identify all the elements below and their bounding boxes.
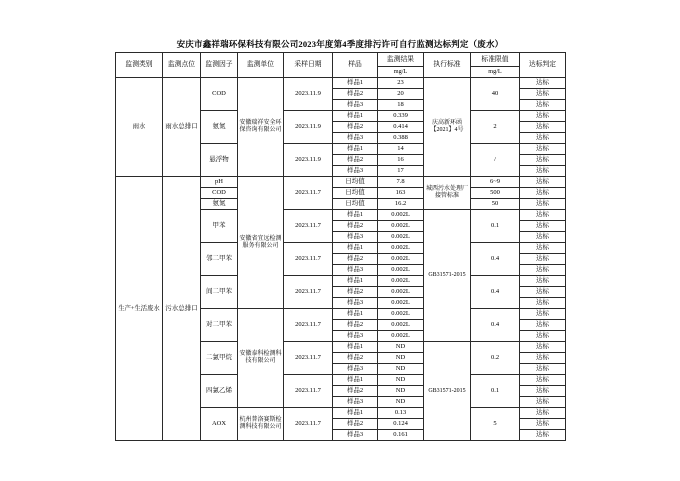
limit-cell: 50 [471,199,520,210]
result-cell: 0.161 [378,430,424,441]
factor-cell: 氨氮 [201,111,238,144]
factor-cell: 甲苯 [201,210,238,243]
table-row [116,78,566,89]
result-cell: 0.002L [378,232,424,243]
agency-cell: 安徽瑞祥安全环保咨询有限公司 [238,78,284,177]
category-cell: 生产+生活废水 [116,177,163,441]
result-cell: 0.414 [378,122,424,133]
result-cell: ND [378,386,424,397]
result-cell: 0.002L [378,331,424,342]
verdict-cell: 达标 [520,243,566,254]
col-header-result-unit: mg/L [378,67,424,78]
verdict-cell: 达标 [520,177,566,188]
date-cell: 2023.11.9 [284,78,333,111]
date-cell: 2023.11.7 [284,309,333,342]
verdict-cell: 达标 [520,320,566,331]
verdict-cell: 达标 [520,298,566,309]
col-header-outlet: 监测点位 [163,53,201,78]
sample-cell: 样品3 [333,430,378,441]
sample-cell: 日均值 [333,199,378,210]
result-cell: ND [378,397,424,408]
verdict-cell: 达标 [520,419,566,430]
verdict-cell: 达标 [520,254,566,265]
verdict-cell: 达标 [520,287,566,298]
col-header-standard: 执行标准 [424,53,471,78]
limit-cell: 2 [471,111,520,144]
verdict-cell: 达标 [520,166,566,177]
result-cell: 0.002L [378,221,424,232]
limit-cell: 0.2 [471,342,520,375]
verdict-cell: 达标 [520,331,566,342]
verdict-cell: 达标 [520,375,566,386]
factor-cell: COD [201,188,238,199]
factor-cell: 对二甲苯 [201,309,238,342]
sample-cell: 样品2 [333,221,378,232]
outlet-cell: 雨水总排口 [163,78,201,177]
result-cell: 0.002L [378,210,424,221]
limit-cell: 5 [471,408,520,441]
result-cell: 7.8 [378,177,424,188]
sample-cell: 样品1 [333,309,378,320]
verdict-cell: 达标 [520,221,566,232]
sample-cell: 样品3 [333,133,378,144]
result-cell: ND [378,353,424,364]
verdict-cell: 达标 [520,199,566,210]
sample-cell: 样品1 [333,408,378,419]
document-title: 安庆市鑫祥瑞环保科技有限公司2023年度第4季度排污许可自行监测达标判定（废水） [176,39,504,49]
sample-cell: 样品1 [333,78,378,89]
limit-cell: 0.4 [471,276,520,309]
sample-cell: 样品3 [333,166,378,177]
col-header-sample: 样品 [333,53,378,78]
result-cell: 0.002L [378,287,424,298]
col-header-factor: 监测因子 [201,53,238,78]
factor-cell: 四氯乙烯 [201,375,238,408]
result-cell: 0.13 [378,408,424,419]
sample-cell: 样品1 [333,375,378,386]
col-header-limit-unit: mg/L [471,67,520,78]
sample-cell: 样品3 [333,298,378,309]
result-cell: ND [378,342,424,353]
result-cell: 20 [378,89,424,100]
verdict-cell: 达标 [520,265,566,276]
col-header-category: 监测类别 [116,53,163,78]
verdict-cell: 达标 [520,144,566,155]
result-cell: 0.339 [378,111,424,122]
verdict-cell: 达标 [520,276,566,287]
factor-cell: COD [201,78,238,111]
col-header-limit: 标准限值 [471,53,520,67]
result-cell: ND [378,364,424,375]
standard-cell: GB31571-2015 [424,342,471,441]
standard-cell: 庆高新环函【2021】4号 [424,78,471,177]
factor-cell: 邻二甲苯 [201,243,238,276]
date-cell: 2023.11.7 [284,375,333,408]
col-header-date: 采样日期 [284,53,333,78]
col-header-agency: 监测单位 [238,53,284,78]
col-header-verdict: 达标判定 [520,53,566,78]
factor-cell: 二氯甲烷 [201,342,238,375]
date-cell: 2023.11.7 [284,276,333,309]
result-cell: 0.388 [378,133,424,144]
factor-cell: 氨氮 [201,199,238,210]
verdict-cell: 达标 [520,122,566,133]
sample-cell: 日均值 [333,177,378,188]
result-cell: 163 [378,188,424,199]
limit-cell: 6~9 [471,177,520,188]
sample-cell: 样品2 [333,287,378,298]
agency-cell: 杭州普洛赛斯检测科技有限公司 [238,408,284,441]
table-body [116,78,566,441]
date-cell: 2023.11.9 [284,111,333,144]
result-cell: 0.002L [378,309,424,320]
limit-cell: / [471,144,520,177]
agency-cell: 安徽省宜远检测服务有限公司 [238,177,284,309]
outlet-cell: 污水总排口 [163,177,201,441]
verdict-cell: 达标 [520,78,566,89]
standard-cell: 城西污水处理厂接管标准 [424,177,471,210]
sample-cell: 样品1 [333,243,378,254]
limit-cell: 0.4 [471,243,520,276]
result-cell: 0.002L [378,320,424,331]
factor-cell: AOX [201,408,238,441]
date-cell: 2023.11.9 [284,144,333,177]
agency-cell: 安徽泰科检测科技有限公司 [238,309,284,408]
result-cell: 16.2 [378,199,424,210]
limit-cell: 0.4 [471,309,520,342]
date-cell: 2023.11.7 [284,210,333,243]
sample-cell: 样品2 [333,155,378,166]
result-cell: ND [378,375,424,386]
sample-cell: 样品2 [333,353,378,364]
category-cell: 雨水 [116,78,163,177]
result-cell: 0.124 [378,419,424,430]
verdict-cell: 达标 [520,111,566,122]
verdict-cell: 达标 [520,430,566,441]
sample-cell: 样品2 [333,320,378,331]
limit-cell: 0.1 [471,375,520,408]
sample-cell: 样品1 [333,342,378,353]
result-cell: 0.002L [378,243,424,254]
sample-cell: 样品3 [333,232,378,243]
sample-cell: 样品2 [333,254,378,265]
date-cell: 2023.11.7 [284,243,333,276]
result-cell: 0.002L [378,254,424,265]
verdict-cell: 达标 [520,210,566,221]
verdict-cell: 达标 [520,353,566,364]
sample-cell: 样品1 [333,144,378,155]
result-cell: 23 [378,78,424,89]
verdict-cell: 达标 [520,133,566,144]
verdict-cell: 达标 [520,232,566,243]
sample-cell: 样品2 [333,89,378,100]
result-cell: 18 [378,100,424,111]
sample-cell: 样品1 [333,210,378,221]
header-row-1 [116,53,566,67]
verdict-cell: 达标 [520,309,566,320]
limit-cell: 500 [471,188,520,199]
sample-cell: 样品2 [333,122,378,133]
verdict-cell: 达标 [520,155,566,166]
result-cell: 0.002L [378,276,424,287]
result-cell: 14 [378,144,424,155]
verdict-cell: 达标 [520,386,566,397]
factor-cell: 间二甲苯 [201,276,238,309]
verdict-cell: 达标 [520,188,566,199]
verdict-cell: 达标 [520,364,566,375]
table-header [116,53,566,78]
monitoring-table [115,52,566,441]
result-cell: 0.002L [378,265,424,276]
table-row [116,177,566,188]
date-cell: 2023.11.7 [284,177,333,210]
sample-cell: 样品1 [333,111,378,122]
factor-cell: pH [201,177,238,188]
sample-cell: 样品3 [333,364,378,375]
result-cell: 17 [378,166,424,177]
sample-cell: 日均值 [333,188,378,199]
limit-cell: 40 [471,78,520,111]
sample-cell: 样品2 [333,419,378,430]
sample-cell: 样品3 [333,397,378,408]
verdict-cell: 达标 [520,100,566,111]
result-cell: 16 [378,155,424,166]
sample-cell: 样品3 [333,100,378,111]
sample-cell: 样品3 [333,265,378,276]
result-cell: 0.002L [378,298,424,309]
factor-cell: 悬浮物 [201,144,238,177]
limit-cell: 0.1 [471,210,520,243]
sample-cell: 样品2 [333,386,378,397]
date-cell: 2023.11.7 [284,408,333,441]
verdict-cell: 达标 [520,342,566,353]
verdict-cell: 达标 [520,89,566,100]
standard-cell: GB31571-2015 [424,210,471,342]
verdict-cell: 达标 [520,397,566,408]
date-cell: 2023.11.7 [284,342,333,375]
verdict-cell: 达标 [520,408,566,419]
sample-cell: 样品1 [333,276,378,287]
col-header-result: 监测结果 [378,53,424,67]
sample-cell: 样品3 [333,331,378,342]
